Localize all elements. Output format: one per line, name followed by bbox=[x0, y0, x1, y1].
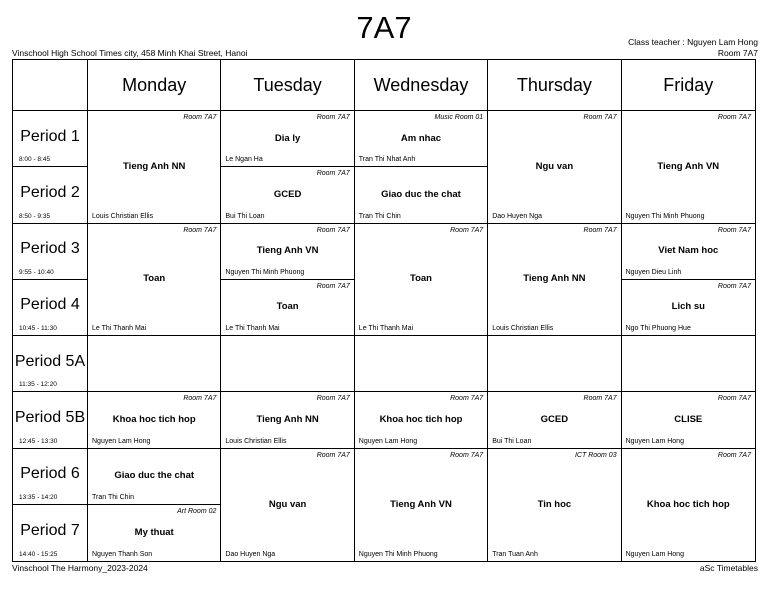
lesson-cell[interactable] bbox=[221, 167, 354, 223]
lesson-teacher: Le Thi Thanh Mai bbox=[358, 325, 414, 332]
lesson-cell[interactable] bbox=[88, 505, 221, 561]
lesson-subject: Tieng Anh VN bbox=[390, 498, 452, 510]
period-name: Period 6 bbox=[20, 464, 80, 482]
period-time: 11:35 - 12:20 bbox=[19, 381, 57, 389]
empty-cell bbox=[488, 336, 621, 392]
lesson-cell[interactable] bbox=[488, 392, 621, 448]
lesson-room: Room 7A7 bbox=[583, 395, 617, 403]
lesson-cell[interactable] bbox=[88, 111, 221, 224]
lesson-cell[interactable] bbox=[355, 392, 488, 448]
footer-software: aSc Timetables bbox=[699, 563, 758, 573]
lesson-subject: CLISE bbox=[674, 413, 703, 425]
empty-cell bbox=[622, 336, 755, 392]
period-header bbox=[13, 505, 88, 561]
lesson-teacher: Nguyen Dieu Linh bbox=[625, 268, 682, 276]
day-header-thursday: Thursday bbox=[488, 60, 621, 111]
period-time: 8:50 - 9:35 bbox=[19, 212, 51, 220]
lesson-room: Room 7A7 bbox=[717, 226, 751, 234]
empty-cell bbox=[221, 336, 354, 392]
lesson-teacher: Nguyen Thanh Son bbox=[92, 551, 153, 558]
lesson-teacher: Tran Thi Chin bbox=[92, 493, 135, 501]
day-header-tuesday: Tuesday bbox=[221, 60, 354, 111]
period-name: Period 5B bbox=[14, 408, 86, 426]
period-time: 12:45 - 13:30 bbox=[19, 437, 58, 445]
lesson-subject: GCED bbox=[273, 188, 302, 200]
empty-cell bbox=[88, 336, 221, 392]
lesson-subject: Tin hoc bbox=[537, 498, 572, 510]
period-header bbox=[13, 167, 88, 223]
lesson-subject: Tieng Anh VN bbox=[256, 245, 319, 257]
timetable-grid bbox=[12, 59, 756, 562]
lesson-subject: GCED bbox=[540, 413, 569, 425]
empty-cell bbox=[355, 336, 488, 392]
lesson-room: Room 7A7 bbox=[717, 114, 751, 121]
period-time: 13:35 - 14:20 bbox=[19, 493, 58, 501]
lesson-teacher: Nguyen Thi Minh Phuong bbox=[358, 551, 438, 558]
lesson-room: Room 7A7 bbox=[316, 114, 350, 121]
lesson-room: Room 7A7 bbox=[450, 395, 484, 403]
class-room: Room 7A7 bbox=[717, 48, 758, 58]
lesson-teacher: Dao Huyen Nga bbox=[492, 212, 542, 220]
lesson-subject: Tieng Anh VN bbox=[657, 160, 720, 172]
day-header-monday: Monday bbox=[88, 60, 221, 111]
period-time: 10:45 - 11:30 bbox=[19, 325, 57, 332]
period-name: Period 1 bbox=[20, 127, 80, 145]
lesson-room: Room 7A7 bbox=[316, 282, 350, 290]
lesson-room: Art Room 02 bbox=[177, 507, 217, 515]
lesson-teacher: Bui Thi Loan bbox=[492, 437, 532, 445]
lesson-cell[interactable] bbox=[221, 280, 354, 336]
lesson-cell[interactable] bbox=[221, 224, 354, 280]
lesson-room: Music Room 01 bbox=[434, 114, 484, 121]
lesson-cell[interactable] bbox=[221, 111, 354, 167]
lesson-teacher: Le Thi Thanh Mai bbox=[92, 325, 147, 332]
period-name: Period 4 bbox=[20, 296, 80, 314]
period-header bbox=[13, 111, 88, 167]
lesson-subject: Khoa hoc tich hop bbox=[112, 413, 196, 425]
lesson-teacher: Tran Thi Chin bbox=[358, 212, 401, 220]
period-time: 9:55 - 10:40 bbox=[19, 268, 54, 276]
lesson-teacher: Le Thi Thanh Mai bbox=[225, 325, 280, 332]
period-header bbox=[13, 392, 88, 448]
lesson-room: Room 7A7 bbox=[450, 451, 484, 459]
lesson-subject: Toan bbox=[143, 273, 166, 285]
lesson-teacher: Ngo Thi Phuong Hue bbox=[625, 325, 691, 332]
corner-cell bbox=[13, 60, 88, 111]
class-teacher: Class teacher : Nguyen Lam Hong bbox=[628, 37, 758, 47]
lesson-cell[interactable] bbox=[622, 280, 755, 336]
lesson-cell[interactable] bbox=[622, 111, 755, 224]
lesson-cell[interactable] bbox=[355, 167, 488, 223]
lesson-teacher: Bui Thi Loan bbox=[225, 212, 265, 220]
lesson-cell[interactable] bbox=[355, 224, 488, 337]
lesson-subject: Giao duc the chat bbox=[381, 188, 461, 200]
period-name: Period 7 bbox=[20, 521, 80, 539]
lesson-cell[interactable] bbox=[488, 111, 621, 224]
lesson-subject: Toan bbox=[276, 301, 299, 313]
period-name: Period 3 bbox=[20, 239, 80, 257]
lesson-room: Room 7A7 bbox=[583, 226, 617, 234]
lesson-cell[interactable] bbox=[622, 224, 755, 280]
lesson-teacher: Louis Christian Ellis bbox=[492, 325, 554, 332]
period-header bbox=[13, 280, 88, 336]
lesson-teacher: Nguyen Lam Hong bbox=[625, 437, 684, 445]
lesson-room: Room 7A7 bbox=[717, 395, 751, 403]
lesson-teacher: Louis Christian Ellis bbox=[92, 212, 154, 220]
lesson-cell[interactable] bbox=[88, 224, 221, 337]
lesson-room: Room 7A7 bbox=[316, 170, 350, 178]
lesson-cell[interactable] bbox=[622, 392, 755, 448]
lesson-cell[interactable] bbox=[355, 449, 488, 562]
lesson-room: Room 7A7 bbox=[450, 226, 484, 234]
lesson-teacher: Nguyen Lam Hong bbox=[92, 437, 151, 445]
lesson-cell[interactable] bbox=[355, 111, 488, 167]
lesson-room: Room 7A7 bbox=[717, 451, 751, 459]
lesson-room: ICT Room 03 bbox=[574, 451, 617, 459]
day-header-friday: Friday bbox=[622, 60, 755, 111]
lesson-subject: Dia ly bbox=[274, 132, 301, 144]
lesson-cell[interactable] bbox=[488, 449, 621, 562]
period-name: Period 5A bbox=[14, 352, 86, 370]
lesson-subject: Viet Nam hoc bbox=[658, 245, 719, 257]
period-header bbox=[13, 336, 88, 392]
lesson-teacher: Nguyen Lam Hong bbox=[358, 437, 418, 445]
lesson-subject: Tieng Anh NN bbox=[523, 273, 586, 285]
lesson-subject: Tieng Anh NN bbox=[123, 160, 186, 172]
lesson-teacher: Nguyen Thi Minh Phuong bbox=[625, 212, 705, 220]
lesson-teacher: Tran Tuan Anh bbox=[492, 551, 538, 558]
lesson-room: Room 7A7 bbox=[316, 226, 350, 234]
lesson-subject: Am nhac bbox=[400, 132, 442, 144]
lesson-room: Room 7A7 bbox=[183, 114, 217, 121]
lesson-subject: Ngu van bbox=[535, 160, 574, 172]
lesson-subject: Khoa hoc tich hop bbox=[379, 413, 463, 425]
lesson-cell[interactable] bbox=[88, 449, 221, 505]
lesson-subject: Ngu van bbox=[268, 498, 307, 510]
class-info bbox=[628, 37, 758, 59]
lesson-subject: Giao duc the chat bbox=[114, 470, 195, 482]
lesson-subject: Lich su bbox=[671, 301, 705, 313]
lesson-subject: Khoa hoc tich hop bbox=[646, 498, 730, 510]
lesson-cell[interactable] bbox=[622, 449, 755, 562]
lesson-room: Room 7A7 bbox=[316, 395, 350, 403]
timetable-title: 7A7 bbox=[356, 10, 412, 45]
lesson-room: Room 7A7 bbox=[316, 451, 350, 459]
lesson-room: Room 7A7 bbox=[717, 282, 751, 290]
lesson-subject: Toan bbox=[409, 273, 432, 285]
day-header-wednesday: Wednesday bbox=[355, 60, 488, 111]
lesson-room: Room 7A7 bbox=[183, 395, 217, 403]
lesson-teacher: Dao Huyen Nga bbox=[225, 551, 276, 558]
lesson-teacher: Nguyen Lam Hong bbox=[625, 551, 684, 558]
period-name: Period 2 bbox=[20, 183, 80, 201]
lesson-cell[interactable] bbox=[88, 392, 221, 448]
lesson-cell[interactable] bbox=[221, 449, 354, 562]
lesson-teacher: Nguyen Thi Minh Phuong bbox=[225, 268, 305, 276]
period-header bbox=[13, 449, 88, 505]
school-address: Vinschool High School Times city, 458 Minh Khai Street, Hanoi bbox=[12, 48, 248, 58]
lesson-subject: My thuat bbox=[134, 526, 174, 538]
period-header bbox=[13, 224, 88, 280]
footer-school-year: Vinschool The Harmony_2023-2024 bbox=[12, 563, 148, 573]
lesson-teacher: Louis Christian Ellis bbox=[225, 437, 287, 445]
period-time: 8:00 - 8:45 bbox=[19, 156, 51, 164]
lesson-room: Room 7A7 bbox=[183, 226, 217, 234]
lesson-teacher: Le Ngan Ha bbox=[225, 156, 263, 164]
lesson-teacher: Tran Thi Nhat Anh bbox=[358, 156, 416, 164]
lesson-cell[interactable] bbox=[488, 224, 621, 337]
lesson-room: Room 7A7 bbox=[583, 114, 617, 121]
lesson-cell[interactable] bbox=[221, 392, 354, 448]
period-time: 14:40 - 15:25 bbox=[19, 551, 58, 558]
lesson-subject: Tieng Anh NN bbox=[256, 413, 319, 425]
